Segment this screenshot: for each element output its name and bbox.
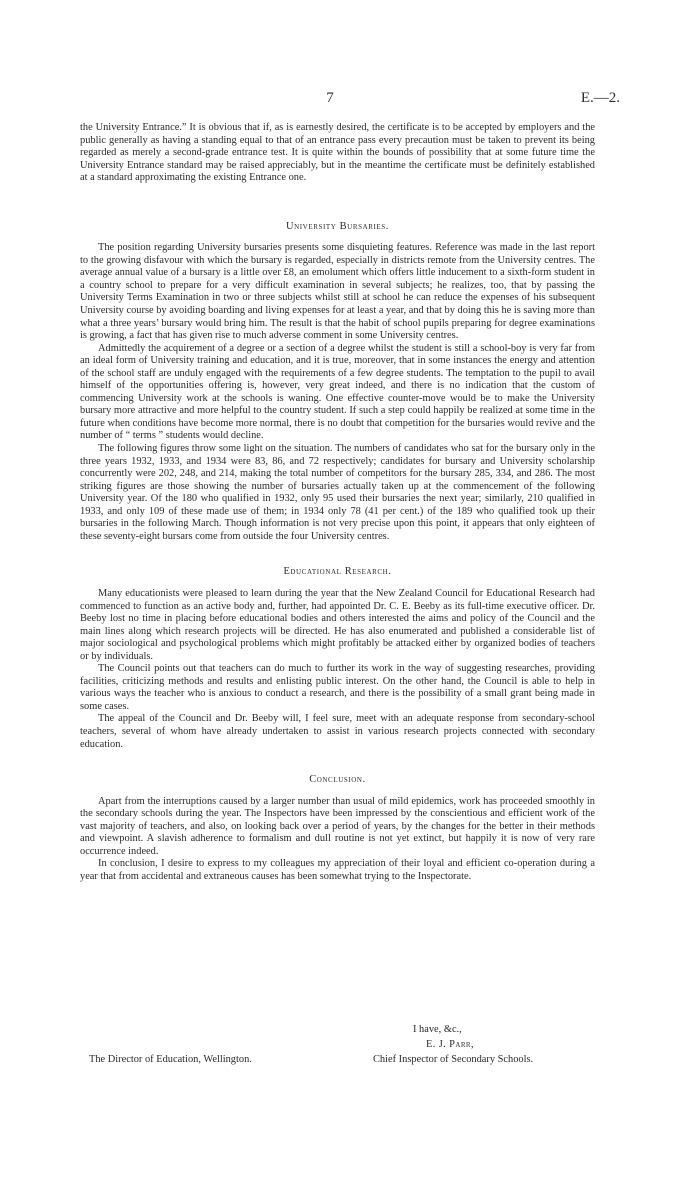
paragraph: Many educationists were pleased to learn during the year that the New Zealand Council for Educational Research had commenced to function as an active body and, further, had appointed Dr. C. E. Beeby as its full-time executive officer. Dr. Beeby lost no time in placing before educational bodies and others interested the aims and policy of the Council and the main lines along which research projects will be directed. He has also enumerated and published a considerable list of major sociological and psychological problems which might profitably be attacked either by organized bodies of teachers or by individuals. <box>80 587 595 662</box>
page-number: 7 <box>326 90 334 106</box>
section-heading-conclusion: Conclusion. <box>309 774 366 786</box>
paragraph: The Council points out that teachers can do much to further its work in the way of suggesting researches, providing facilities, criticizing methods and results and enlisting public interest. On the other hand, the Council is able to help in various ways the teacher who is anxious to conduct a research, and there is the possibility of a small grant being made in some cases. <box>80 663 595 712</box>
paragraph: The following figures throw some light on the situation. The numbers of candidates who sat for the bursary only in the three years 1932, 1933, and 1934 were 83, 86, and 72 respectively; candidates for bursary and University scholarship concurrently were 202, 248, and 214, making the total number of competitors for the bursary 285, 334, and 286. The most striking figures are those showing the number of bursaries actually taken up at the commencement of the following University year. Of the 180 who qualified in 1932, only 95 used their bursaries the next year; similarly, 210 qualified in 1933, and only 109 of these made use of them; in 1934 only 78 (41 per cent.) of the 189 who qualified took up their bursaries in the following March. Though information is not very precise upon this point, it appears that only eighteen of these seventy-eight bursars come from outside the four University centres. <box>80 443 595 542</box>
paragraph: Apart from the interruptions caused by a larger number than usual of mild epidemics, work has proceeded smoothly in the secondary schools during the year. The Inspectors have been impressed by the conscientious and efficient work of the vast majority of teachers, and also, on looking back over a period of years, by the changes for the better in their methods and viewpoint. A slavish adherence to formalism and dull routine is not yet extinct, but happily it is now of very rare occurrence indeed. <box>80 795 595 857</box>
signature-title: Chief Inspector of Secondary Schools. <box>373 1054 534 1065</box>
document-body <box>80 122 595 883</box>
signature-name: E. J. Parr, <box>426 1039 474 1050</box>
document-reference: E.—2. <box>580 90 620 106</box>
paragraph: The appeal of the Council and Dr. Beeby will, I feel sure, meet with an adequate response from secondary-school teachers, several of whom have already undertaken to assist in various research projects connected with secondary education. <box>80 713 595 750</box>
section-heading-research: Educational Research. <box>283 566 392 578</box>
addressee: The Director of Education, Wellington. <box>89 1054 252 1065</box>
signature-closing: I have, &c., <box>413 1024 462 1035</box>
paragraph: In conclusion, I desire to express to my colleagues my appreciation of their loyal and efficient co-operation during a year that from accidental and extraneous causes has been somewhat trying to the Inspectorate. <box>80 858 595 882</box>
intro-paragraph: the University Entrance.” It is obvious that if, as is earnestly desired, the certificate is to be accepted by employers and the public generally as having a standing equal to that of an entrance pass every precaution must be taken to prevent its being regarded as merely a second-grade entrance test. It is quite within the bounds of possibility that at some future time the University Entrance standard may be raised appreciably, but in the meantime the certificate must be definitely established at a standard approximating the existing Entrance one. <box>80 122 595 184</box>
paragraph: The position regarding University bursaries presents some disquieting features. Reference was made in the last report to the growing disfavour with which the bursary is regarded, especially in districts remote from the University centres. The average annual value of a bursary is a little over £8, an emolument which offers little inducement to a sixth-form student in a country school to prepare for a very difficult examination in several subjects; he realizes, too, that by passing the University Terms Examination in two or three subjects whilst still at school he can reduce the expenses of his subsequent University course by avoiding boarding and living expenses for at least a year, and that by doing this he is saving more than what a three years’ bursary would bring him. The result is that the habit of school pupils preparing for degree examinations is growing, a fact that has given rise to much adverse comment in some University centres. <box>80 242 595 342</box>
section-heading-bursaries: University Bursaries. <box>285 220 389 232</box>
paragraph: Admittedly the acquirement of a degree or a section of a degree whilst the student is still a school-boy is very far from an ideal form of University training and education, and it is true, moreover, that in some instances the energy and attention of the school staff are unduly engaged with the requirements of a few degree students. The temptation to the pupil to avail himself of the opportunities offering is, however, very great indeed, and there is no indication that the custom of commencing University work at the schools is waning. One effective counter-move would be to make the University bursary more attractive and more helpful to the country student. If such a step could happily be realized at some time in the future when conditions have become more normal, there is no doubt that competition for the bursaries would revive and the number of “ terms ” students would decline. <box>80 342 595 442</box>
